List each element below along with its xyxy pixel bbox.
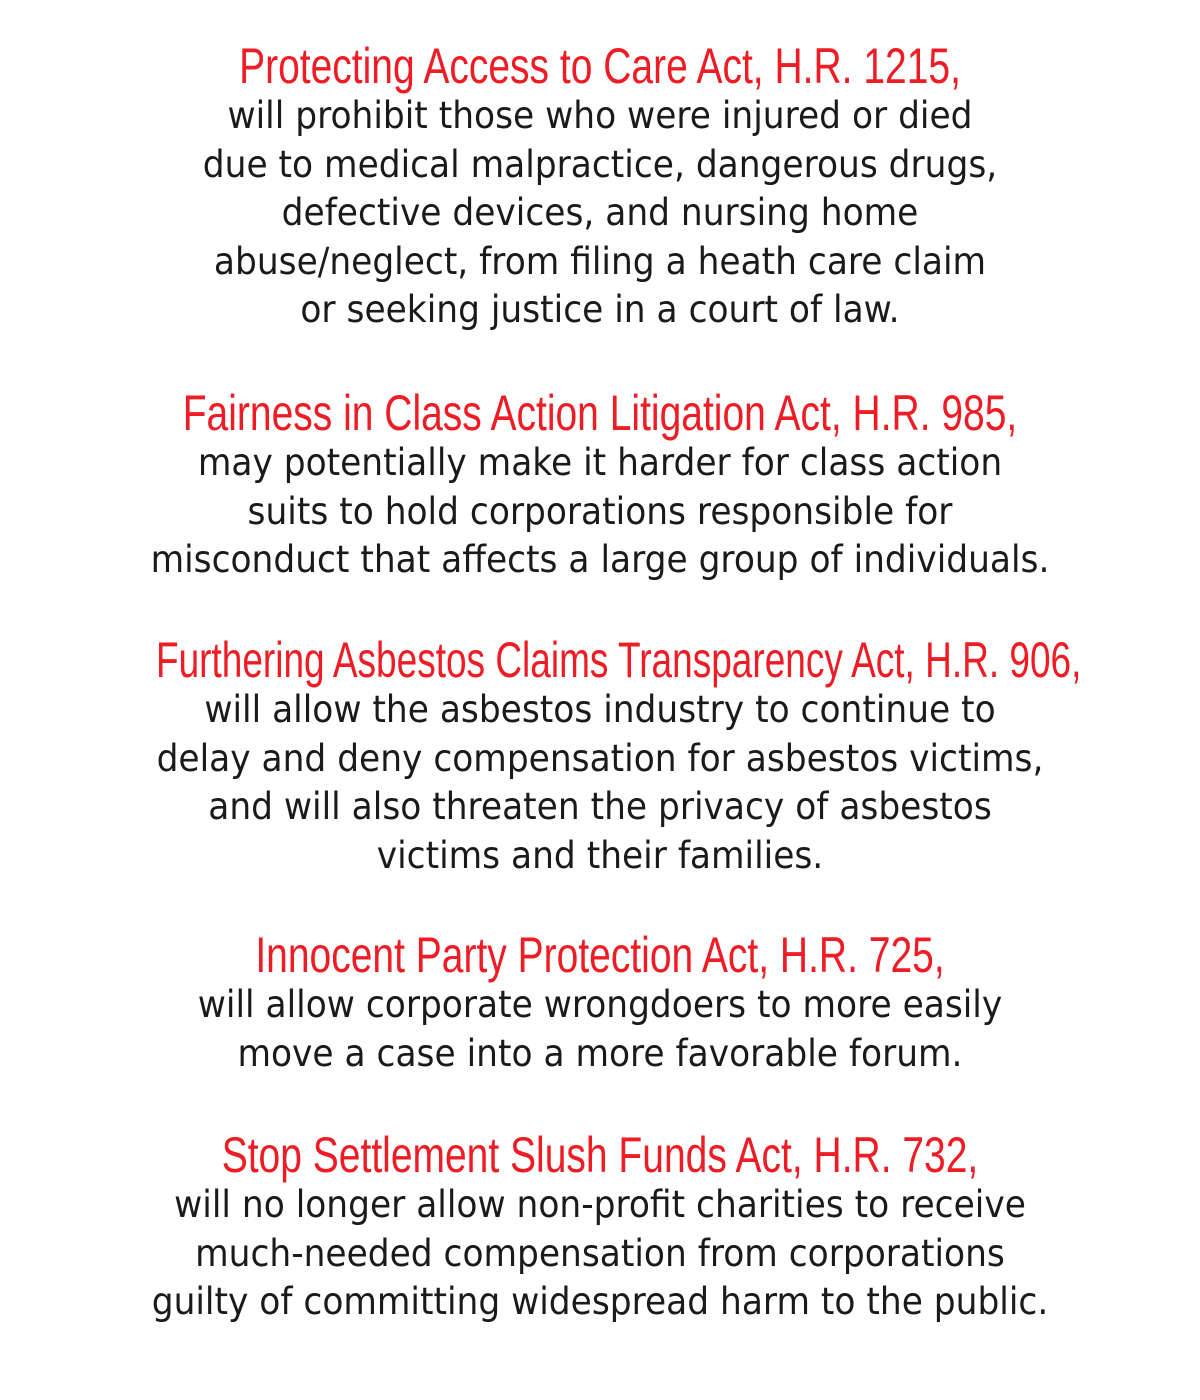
description-line: or seeking justice in a court of law. [300,288,900,331]
bill-description [0,92,1200,335]
bill-title: Furthering Asbestos Claims Transparency Act, H.R. 906, [156,632,1082,688]
description-line: much-needed compensation from corporations [195,1231,1005,1275]
description-line: abuse/neglect, from filing a heath care claim [213,239,987,283]
description-line: may potentially make it harder for class action [197,441,1003,484]
description-line: guilty of committing widespread harm to the public. [151,1280,1049,1323]
description-line: will allow the asbestos industry to continue to [204,688,996,731]
description-line: suits to hold corporations responsible for [247,489,953,533]
description-line: will allow corporate wrongdoers to more easily [197,983,1003,1026]
bill-description [0,686,1200,880]
bill-description [0,439,1200,585]
description-line: move a case into a more favorable forum. [237,1031,963,1075]
description-line: victims and their families. [376,833,824,877]
description-line: defective devices, and nursing home [281,191,919,234]
bill-section-innocent-party [0,925,1200,1078]
bill-description [0,981,1200,1078]
bill-section-slush-funds [0,1125,1200,1327]
bill-title: Fairness in Class Action Litigation Act, H.R. 985, [182,385,1018,441]
bill-section-class-action [0,383,1200,585]
description-line: delay and deny compensation for asbestos victims, [156,736,1044,780]
bill-description [0,1181,1200,1327]
description-line: will prohibit those who were injured or died [227,94,973,137]
bill-title: Protecting Access to Care Act, H.R. 1215, [239,38,961,94]
description-line: will no longer allow non-profit charities to receive [174,1183,1026,1226]
bill-section-protecting-access [0,36,1200,335]
description-line: and will also threaten the privacy of asbestos [208,785,992,828]
bill-title: Innocent Party Protection Act, H.R. 725, [255,927,945,983]
description-line: misconduct that affects a large group of individuals. [150,538,1050,581]
bill-title: Stop Settlement Slush Funds Act, H.R. 732, [221,1127,979,1183]
description-line: due to medical malpractice, dangerous drugs, [202,142,998,186]
bill-section-asbestos [0,630,1200,880]
